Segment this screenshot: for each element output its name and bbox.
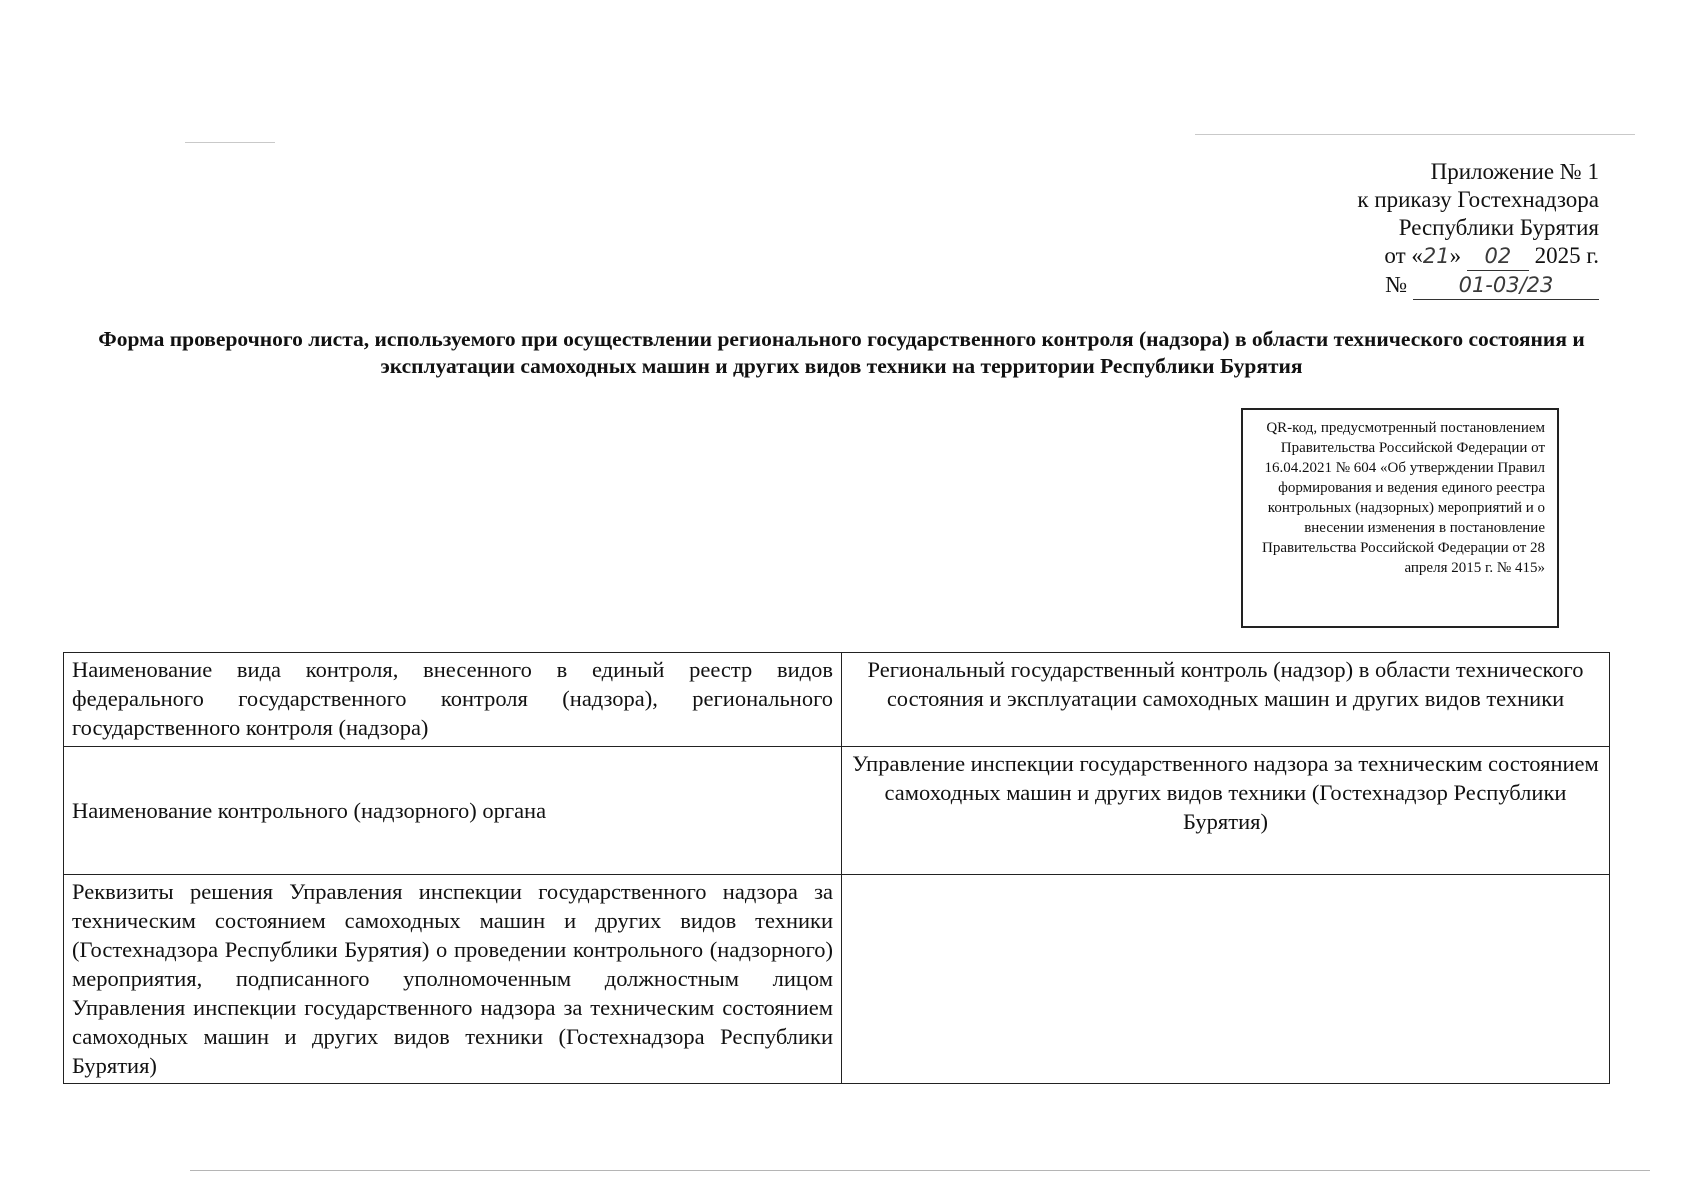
number-prefix: № <box>1385 272 1408 297</box>
table-row <box>64 653 1610 747</box>
annex-line-3: Республики Бурятия <box>1398 215 1599 240</box>
control-type-label: Наименование вида контроля, внесенного в единый реестр видов федерального государственного контроля (надзора), регионального государственного контроля (надзора) <box>64 653 842 747</box>
control-body-label: Наименование контрольного (надзорного) органа <box>64 747 842 875</box>
checklist-header-table <box>63 652 1610 1084</box>
decision-details-label: Реквизиты решения Управления инспекции государственного надзора за техническим состоянием самоходных машин и других видов техники (Гостехнадзора Республики Бурятия) о проведении контрольного (надзорного) мероприятия, подписанного уполномоченным должностным лицом Управления инспекции государственного надзора за техническим состоянием самоходных машин и других видов техники (Гостехнадзора Республики Бурятия) <box>64 875 842 1084</box>
scan-line-top-right <box>1195 134 1635 135</box>
annex-line-1: Приложение № 1 <box>1430 159 1599 184</box>
document-title: Форма проверочного листа, используемого при осуществлении регионального государственного контроля (надзора) в области технического состояния и эксплуатации самоходных машин и других видов техники на территории Республики Бурятия <box>98 327 1585 378</box>
decision-details-value <box>842 875 1610 1084</box>
annex-number <box>1357 271 1599 300</box>
date-prefix: от « <box>1384 243 1423 268</box>
annex-line-2: к приказу Гостехнадзора <box>1357 187 1599 212</box>
annex-date <box>1357 242 1599 271</box>
date-month-handwritten: 02 <box>1467 242 1529 271</box>
qr-code-placeholder: QR-код, предусмотренный постановлением Правительства Российской Федерации от 16.04.2021 № 604 «Об утверждении Правил формирования и ведения единого реестра контрольных (надзорных) мероприятий и о внесении изменения в постановление Правительства Российской Федерации от 28 апреля 2015 г. № 415» <box>1241 408 1559 628</box>
annex-block <box>1357 158 1599 300</box>
date-mid: » <box>1449 243 1462 268</box>
control-type-value: Региональный государственный контроль (надзор) в области технического состояния и эксплуатации самоходных машин и других видов техники <box>842 653 1610 747</box>
scan-line-bottom <box>190 1170 1650 1171</box>
number-handwritten: 01-03/23 <box>1413 271 1599 300</box>
scan-line-top-left <box>185 142 275 143</box>
control-body-value: Управление инспекции государственного надзора за техническим состоянием самоходных машин и других видов техники (Гостехнадзор Республики Бурятия) <box>842 747 1610 875</box>
date-day-handwritten: 21 <box>1422 244 1450 268</box>
table-row <box>64 875 1610 1084</box>
table-row <box>64 747 1610 875</box>
date-year: 2025 г. <box>1534 243 1599 268</box>
